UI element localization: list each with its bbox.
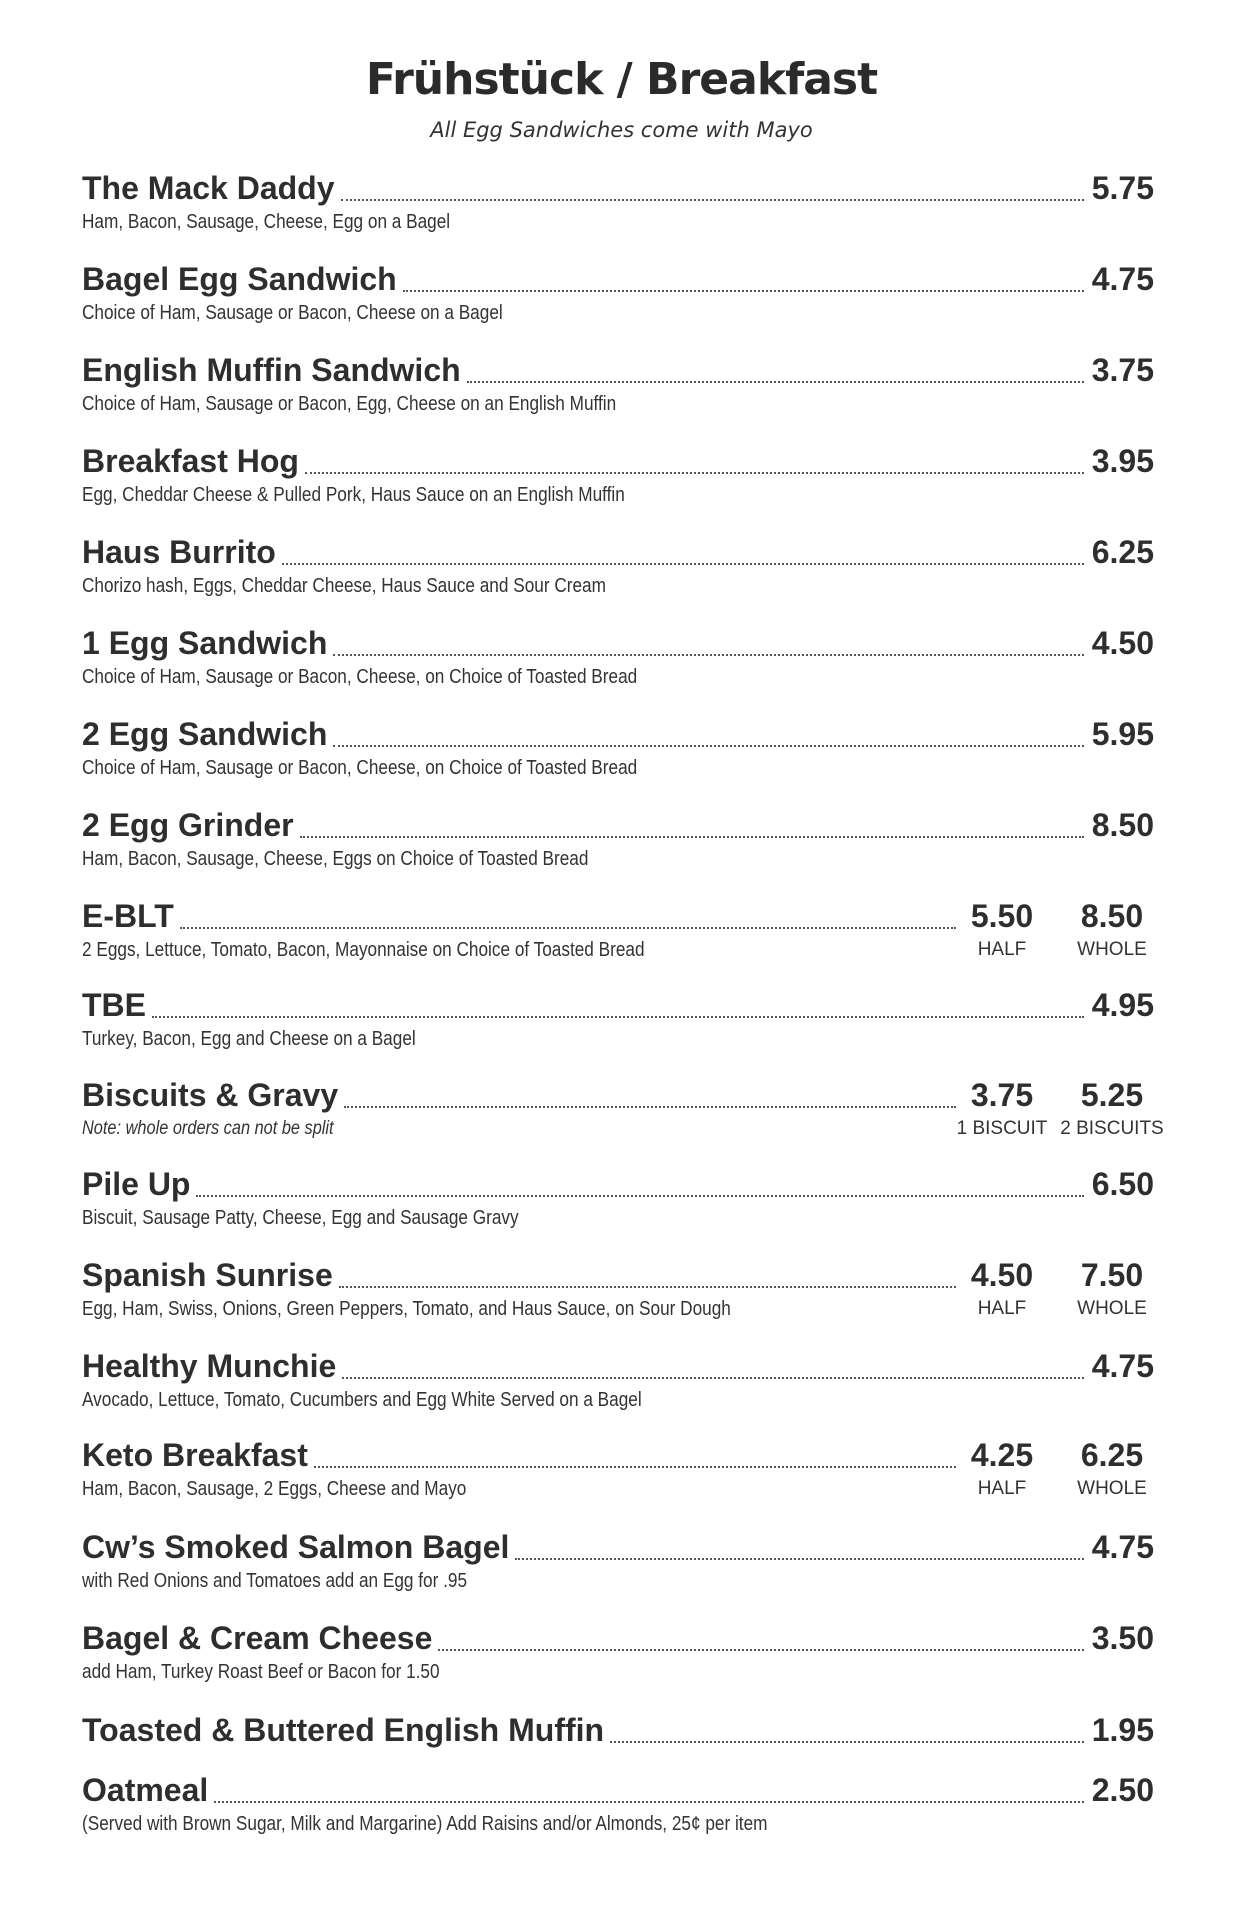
menu-item [82,1077,1172,1157]
menu-item [82,1348,1172,1428]
whole-price: 7.50 [1080,1257,1144,1293]
item-price: 3.95 [1091,443,1154,479]
item-name: TBE [82,987,146,1023]
dotted-leader [610,1741,1084,1743]
dotted-leader [214,1801,1084,1803]
menu-header [0,54,1243,142]
item-name: 2 Egg Sandwich [82,716,328,752]
dotted-leader [341,199,1084,201]
dotted-leader [344,1106,956,1108]
menu-item [82,1437,1172,1517]
item-price: 4.50 [1091,625,1154,661]
item-name: E-BLT [82,898,174,934]
menu-item [82,987,1172,1067]
item-description: Egg, Ham, Swiss, Onions, Green Peppers, Tomato, and Haus Sauce, on Sour Dough [82,1298,731,1320]
dotted-leader [152,1016,1084,1018]
dotted-leader [333,745,1084,747]
dotted-leader [180,927,956,929]
menu-item [82,170,1172,250]
item-name: English Muffin Sandwich [82,352,461,388]
dotted-leader [438,1649,1084,1651]
item-description: Chorizo hash, Eggs, Cheddar Cheese, Haus Sauce and Sour Cream [82,575,606,597]
item-price: 5.95 [1091,716,1154,752]
menu-item [82,1529,1172,1609]
half-price: 4.50 [970,1257,1034,1293]
item-name: Bagel Egg Sandwich [82,261,397,297]
item-price: 4.75 [1091,1348,1154,1384]
whole-price: 6.25 [1080,1437,1144,1473]
menu-item [82,807,1172,887]
item-name: Haus Burrito [82,534,276,570]
item-description: Choice of Ham, Sausage or Bacon, Cheese on a Bagel [82,302,503,324]
item-name: The Mack Daddy [82,170,335,206]
one-biscuit-label: 1 BISCUIT [956,1118,1048,1139]
item-price: 6.25 [1091,534,1154,570]
one-biscuit-price: 3.75 [970,1077,1034,1113]
half-label: HALF [977,1478,1027,1499]
item-name: 2 Egg Grinder [82,807,294,843]
dotted-leader [282,563,1084,565]
item-description: with Red Onions and Tomatoes add an Egg for .95 [82,1570,468,1592]
menu-item [82,1620,1172,1700]
item-description: (Served with Brown Sugar, Milk and Margarine) Add Raisins and/or Almonds, 25¢ per item [82,1813,768,1835]
whole-label: WHOLE [1077,939,1147,960]
menu-item [82,898,1172,978]
item-description: Turkey, Bacon, Egg and Cheese on a Bagel [82,1028,416,1050]
menu-item [82,716,1172,796]
half-label: HALF [977,939,1027,960]
item-price: 4.75 [1091,1529,1154,1565]
item-name: Biscuits & Gravy [82,1077,339,1113]
item-name: Spanish Sunrise [82,1257,333,1293]
item-description: Choice of Ham, Sausage or Bacon, Cheese, on Choice of Toasted Bread [82,666,638,688]
item-name: Keto Breakfast [82,1437,308,1473]
dotted-leader [333,654,1084,656]
menu-item [82,625,1172,705]
item-price: 1.95 [1091,1712,1154,1748]
half-label: HALF [977,1298,1027,1319]
item-name: Oatmeal [82,1772,209,1808]
item-description: Ham, Bacon, Sausage, 2 Eggs, Cheese and Mayo [82,1478,467,1500]
menu-item [82,1772,1172,1852]
item-price: 3.50 [1091,1620,1154,1656]
item-name: 1 Egg Sandwich [82,625,328,661]
dotted-leader [196,1195,1084,1197]
dotted-leader [467,381,1084,383]
item-note: Note: whole orders can not be split [82,1118,334,1139]
menu-item [82,352,1172,432]
dotted-leader [339,1286,956,1288]
item-price: 3.75 [1091,352,1154,388]
half-price: 5.50 [970,898,1034,934]
menu-item [82,443,1172,523]
item-description: 2 Eggs, Lettuce, Tomato, Bacon, Mayonnaise on Choice of Toasted Bread [82,939,645,961]
whole-label: WHOLE [1077,1298,1147,1319]
two-biscuits-label: 2 BISCUITS [1060,1118,1164,1139]
item-price: 6.50 [1091,1166,1154,1202]
item-description: Egg, Cheddar Cheese & Pulled Pork, Haus Sauce on an English Muffin [82,484,625,506]
item-name: Toasted & Buttered English Muffin [82,1712,605,1748]
item-name: Cw’s Smoked Salmon Bagel [82,1529,510,1565]
whole-price: 8.50 [1080,898,1144,934]
dotted-leader [342,1377,1084,1379]
item-name: Pile Up [82,1166,191,1202]
item-description: Ham, Bacon, Sausage, Cheese, Egg on a Bagel [82,211,451,233]
item-price: 4.95 [1091,987,1154,1023]
item-description: Biscuit, Sausage Patty, Cheese, Egg and Sausage Gravy [82,1207,519,1229]
item-price: 8.50 [1091,807,1154,843]
item-name: Breakfast Hog [82,443,299,479]
dotted-leader [314,1466,956,1468]
item-price: 4.75 [1091,261,1154,297]
page-subtitle: All Egg Sandwiches come with Mayo [430,118,813,142]
dotted-leader [515,1558,1084,1560]
dotted-leader [300,836,1084,838]
item-name: Bagel & Cream Cheese [82,1620,433,1656]
item-price: 2.50 [1091,1772,1154,1808]
half-price: 4.25 [970,1437,1034,1473]
menu-item [82,534,1172,614]
item-description: Choice of Ham, Sausage or Bacon, Egg, Cheese on an English Muffin [82,393,617,415]
menu-item [82,261,1172,341]
item-name: Healthy Munchie [82,1348,337,1384]
item-description: Choice of Ham, Sausage or Bacon, Cheese, on Choice of Toasted Bread [82,757,638,779]
menu-item [82,1257,1172,1337]
item-description: Avocado, Lettuce, Tomato, Cucumbers and Egg White Served on a Bagel [82,1389,642,1411]
two-biscuits-price: 5.25 [1080,1077,1144,1113]
page-title: Frühstück / Breakfast [365,54,878,105]
item-description: add Ham, Turkey Roast Beef or Bacon for 1.50 [82,1661,440,1683]
menu-item [82,1166,1172,1246]
item-description: Ham, Bacon, Sausage, Cheese, Eggs on Choice of Toasted Bread [82,848,589,870]
item-price: 5.75 [1091,170,1154,206]
whole-label: WHOLE [1077,1478,1147,1499]
dotted-leader [403,290,1084,292]
dotted-leader [305,472,1084,474]
